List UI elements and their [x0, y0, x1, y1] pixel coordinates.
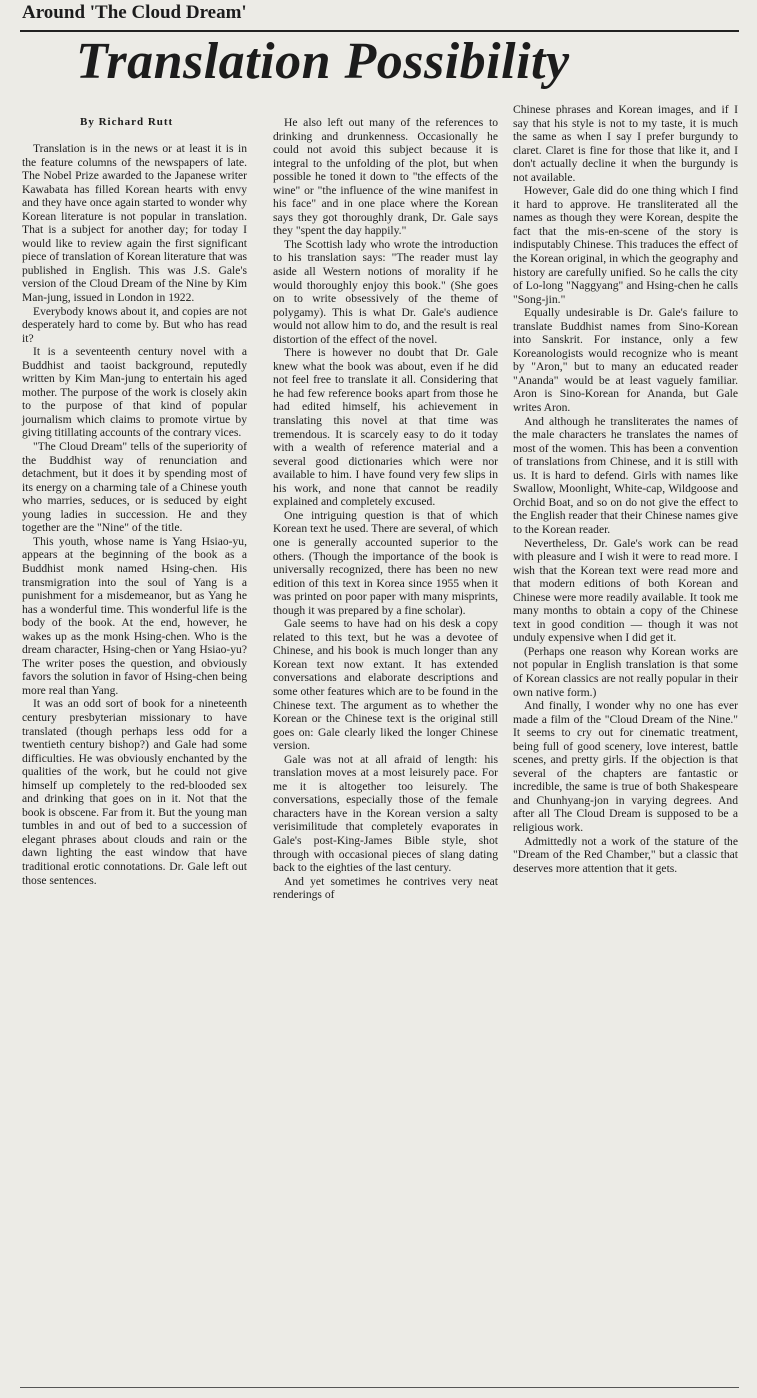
paragraph: "The Cloud Dream" tells of the superiority of the Buddhist way of renunciation and detachment, but it does it by spending most of its energy on a charming tale of a Chinese youth who marries, seduces, or is seduced by eight young ladies in succession. He and they together are the "Nine" of the title.	[22, 440, 247, 535]
article-column-3	[513, 103, 738, 875]
paragraph: It is a seventeenth century novel with a Buddhist and taoist background, reputedly written by Kim Man-jung to entertain his aged mother. The purpose of the work is closely akin to the purpose of that kind of popular journalism which claims to promote virtue by giving titillating accounts of the contrary vices.	[22, 345, 247, 440]
paragraph: The Scottish lady who wrote the introduction to his translation says: "The reader must lay aside all Western notions of morality if he would thoroughly enjoy this book." (She goes on to write obsessively of the theme of polygamy). This is what Dr. Gale's audience would not allow him to do, and the result is real distortion of the effect of the novel.	[273, 237, 498, 346]
paragraph: Gale seems to have had on his desk a copy related to this text, but he was a devotee of Chinese, and his book is much longer than any Korean text now extant. It has extended conversations and elaborate descriptions and some other features which are to be found in the Chinese text. The argument as to whether the Korean or the Chinese text is the original still goes on: Gale clearly liked the longer Chinese version.	[273, 617, 498, 753]
paragraph: Admittedly not a work of the stature of the "Dream of the Red Chamber," but a classic that deserves more attention that it gets.	[513, 834, 738, 875]
byline: By Richard Rutt	[80, 116, 174, 128]
paragraph: And although he transliterates the names of the male characters he translates the names of most of the women. This has been a convention of translations from Chinese, and it is still with us. It is hard to defend. Girls with names like Swallow, Moonlight, White-cap, Wildgoose and Orchid Boat, and so on do not give the effect to the English reader that their Chinese names give to the Korean reader.	[513, 414, 738, 536]
kicker-headline: Around 'The Cloud Dream'	[22, 2, 247, 23]
paragraph: There is however no doubt that Dr. Gale knew what the book was about, even if he did not feel free to translate it all. Considering that he had few reference books apart from those he had edited himself, his achievement in translating this novel at that time was tremendous. It is scarcely easy to do it today with a wealth of reference material and a several good dictionaries which were nor available to him. I have found very few slips in his work, and none that cannot be readily explained and completely excused.	[273, 346, 498, 509]
paragraph: This youth, whose name is Yang Hsiao-yu, appears at the beginning of the book as a Buddhist monk named Hsing-chen. His transmigration into the soul of Yang is a punishment for a misdemeanor, but as Yang he has a wonderful time. This wonderful life is the body of the book. At the end, however, he wakes up as the monk Hsing-chen. Who is the dream character, Hsing-chen or Yang Hsiao-yu? The writer poses the question, and obviously favors the solution in favor of Hsing-chen being more real than Yang.	[22, 534, 247, 697]
paragraph: Translation is in the news or at least it is in the feature columns of the newspapers of late. The Nobel Prize awarded to the Japanese writer Kawabata has filled Korean hearts with envy and they have once again started to wonder why Korean literature is not popular in translation. That is a subject for another day; for today I would like to review again the first significant piece of translation of Korean literature that was published in English. This was J.S. Gale's version of the Cloud Dream of the Nine by Kim Man-jung, issued in London in 1922.	[22, 142, 247, 305]
kicker-rule	[20, 30, 739, 32]
paragraph: And finally, I wonder why no one has ever made a film of the "Cloud Dream of the Nine." It seems to cry out for cinematic treatment, being full of good scenery, love interest, battle scenes, and pretty girls. If the objection is that several of the chapters are fantastic or incredible, the same is true of both Shakespeare and Chunhyang-jon in varying degrees. And after all The Cloud Dream is supposed to be a religious work.	[513, 699, 738, 834]
paragraph: Everybody knows about it, and copies are not desperately hard to come by. But who has read it?	[22, 304, 247, 345]
paragraph: Equally undesirable is Dr. Gale's failure to translate Buddhist names from Sino-Korean into Sanskrit. For instance, only a few Koreanologists would recognize who is meant by "Aron," but to many an educated reader "Ananda" would be at least vaguely familiar. Aron is Sino-Korean for Ananda, but Gale writes Aron.	[513, 306, 738, 415]
paragraph: Nevertheless, Dr. Gale's work can be read with pleasure and I wish it were to read more. I wish that the Korean text were read more and that modern editions of both Korean and Chinese were more readily available. It took me many months to obtain a copy of the Chinese text in good condition — though it was not unduly expensive when I did get it.	[513, 536, 738, 645]
paragraph: (Perhaps one reason why Korean works are not popular in English translation is that some of Korean classics are not really popular in their own native form.)	[513, 644, 738, 699]
paragraph: Gale was not at all afraid of length: his translation moves at a most leisurely pace. For me it is altogether too leisurely. The conversations, especially those of the female characters have in the Korean version a salty verisimilitude that completely evaporates in Gale's post-King-James Bible style, shot through with occasional pieces of slang dating back to the eighties of the last century.	[273, 752, 498, 875]
article-column-2	[273, 116, 498, 902]
article-column-1	[22, 142, 247, 887]
main-headline: Translation Possibility	[76, 33, 570, 90]
paragraph: However, Gale did do one thing which I find it hard to approve. He transliterated all the names as though they were Korean, despite the fact that the mis-en-scene of the story is indisputably Chinese. This traduces the effect of the Korean original, in which the geography and history are carefully unified. So he calls the city of Lo-long "Naggyang" and Hsing-chen he calls "Song-jin."	[513, 184, 738, 306]
paragraph: Chinese phrases and Korean images, and if I say that his style is not to my taste, it is much the same as when I say I prefer burgundy to claret. Claret is fine for those that like it, and I don't actually decline it when the burgundy is not available.	[513, 103, 738, 184]
paragraph: And yet sometimes he contrives very neat renderings of	[273, 874, 498, 902]
paragraph: He also left out many of the references to drinking and drunkenness. Occasionally he could not avoid this subject because it is integral to the unfolding of the plot, but when possible he toned it down to "the effects of the wine" or "the influence of the wine manifest in his face" and in one place where the Korean says they got thoroughly drank, Dr. Gale says they "spent the day happily."	[273, 116, 498, 238]
bottom-rule	[20, 1387, 739, 1388]
paragraph: One intriguing question is that of which Korean text he used. There are several, of which one is generally accounted superior to the others. (Though the importance of the book is universally recognized, there has been no new edition of this text in Korea since 1955 when it was printed on poor paper with many misprints, though it was prepared by a fine scholar).	[273, 508, 498, 617]
paragraph: It was an odd sort of book for a nineteenth century presbyterian missionary to have translated (though perhaps less odd for a twentieth century bishop?) and Gale had some difficulties. He was obviously enchanted by the qualities of the work, but he could not give himself up completely to the red-blooded sex and drinking that goes on in it. Not that the book is obscene. Far from it. But the young man tumbles in and out of bed to a succession of elegant phrases about clouds and rain or the dawn lighting the east window that have traditional erotic connotations. Dr. Gale left out those sentences.	[22, 697, 247, 887]
